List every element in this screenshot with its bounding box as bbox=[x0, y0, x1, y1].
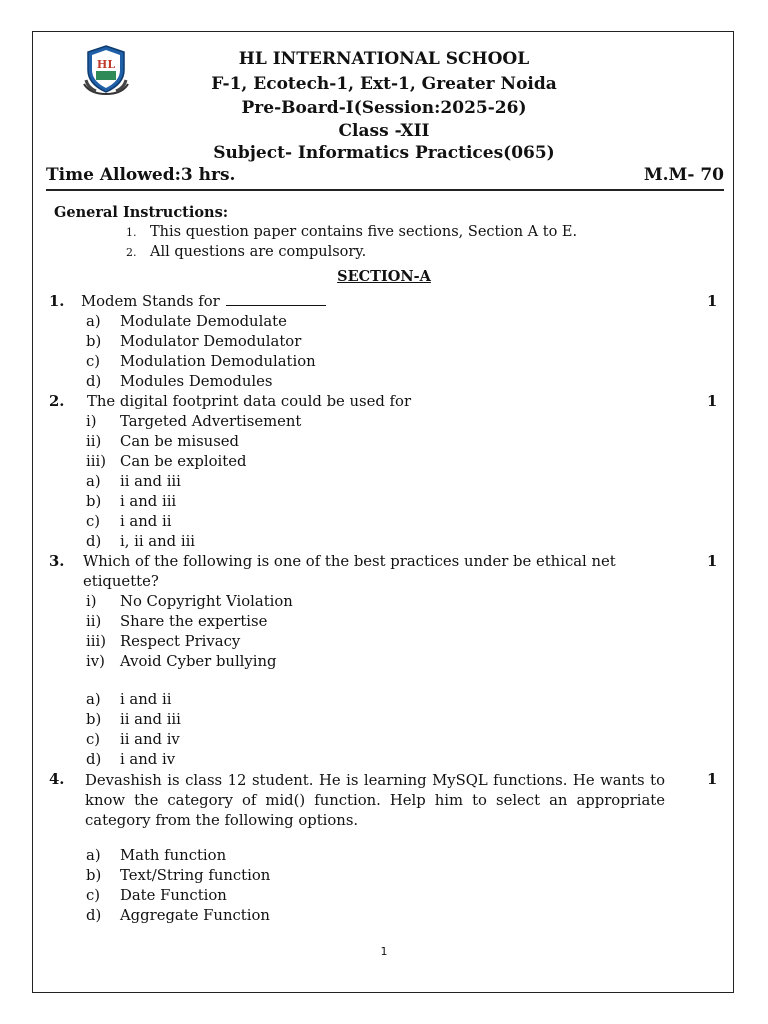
statement-label: i) bbox=[86, 593, 97, 610]
exam-title: Pre-Board-I(Session:2025-26) bbox=[241, 98, 527, 118]
option-label: d) bbox=[86, 533, 102, 550]
answer-blank bbox=[226, 293, 326, 306]
instruction-item: 2. All questions are compulsory. bbox=[126, 244, 367, 260]
option-text: Modulator Demodulator bbox=[120, 333, 302, 350]
svg-text:HL: HL bbox=[96, 58, 116, 71]
option-text: i and iii bbox=[120, 493, 177, 510]
option-text: Date Function bbox=[120, 887, 227, 904]
question-marks: 1 bbox=[707, 293, 718, 310]
statement-label: i) bbox=[86, 413, 97, 430]
school-address: F-1, Ecotech-1, Ext-1, Greater Noida bbox=[211, 74, 557, 94]
option-label: a) bbox=[86, 691, 101, 708]
option-label: c) bbox=[86, 887, 101, 904]
question-text: Modem Stands for bbox=[81, 293, 326, 310]
school-name: HL INTERNATIONAL SCHOOL bbox=[238, 49, 530, 69]
question-number: 1. bbox=[49, 293, 65, 310]
question-text: etiquette? bbox=[83, 573, 159, 590]
option-label: d) bbox=[86, 373, 102, 390]
option-text: i and iv bbox=[120, 751, 176, 768]
statement-label: iii) bbox=[86, 633, 106, 650]
time-marks-row bbox=[46, 165, 724, 191]
question-marks: 1 bbox=[707, 771, 718, 788]
option-label: b) bbox=[86, 493, 102, 510]
question-marks: 1 bbox=[707, 553, 718, 570]
statement-text: Respect Privacy bbox=[120, 633, 241, 650]
option-label: b) bbox=[86, 333, 102, 350]
statement-text: Can be exploited bbox=[120, 453, 247, 470]
option-label: c) bbox=[86, 731, 101, 748]
option-label: b) bbox=[86, 867, 102, 884]
option-text: i and ii bbox=[120, 513, 172, 530]
statement-label: iv) bbox=[86, 653, 105, 670]
statement-label: iii) bbox=[86, 453, 106, 470]
question-text: The digital footprint data could be used for bbox=[87, 393, 412, 410]
option-label: a) bbox=[86, 473, 101, 490]
time-allowed: Time Allowed:3 hrs. bbox=[46, 165, 236, 185]
option-text: i and ii bbox=[120, 691, 172, 708]
question-number: 4. bbox=[49, 771, 65, 788]
option-text: ii and iii bbox=[120, 711, 181, 728]
option-label: c) bbox=[86, 513, 101, 530]
question-marks: 1 bbox=[707, 393, 718, 410]
statement-text: Avoid Cyber bullying bbox=[120, 653, 277, 670]
statement-label: ii) bbox=[86, 613, 102, 630]
page-number: 1 bbox=[380, 945, 388, 958]
instruction-item: 1. This question paper contains five sections, Section A to E. bbox=[126, 224, 578, 240]
statement-text: Can be misused bbox=[120, 433, 240, 450]
option-text: Math function bbox=[120, 847, 227, 864]
option-label: d) bbox=[86, 907, 102, 924]
option-text: ii and iv bbox=[120, 731, 180, 748]
statement-text: Share the expertise bbox=[120, 613, 268, 630]
statement-text: No Copyright Violation bbox=[120, 593, 293, 610]
class-title: Class -XII bbox=[338, 121, 430, 141]
option-label: c) bbox=[86, 353, 101, 370]
option-text: Text/String function bbox=[120, 867, 271, 884]
option-text: i, ii and iii bbox=[120, 533, 196, 550]
subject-title: Subject- Informatics Practices(065) bbox=[213, 143, 555, 163]
question-text: Devashish is class 12 student. He is learning MySQL functions. He wants to know the category of mid() function. Help him to select an appropriate category from the following options. bbox=[85, 772, 665, 829]
option-label: b) bbox=[86, 711, 102, 728]
question-text: Which of the following is one of the best practices under be ethical net bbox=[83, 553, 616, 570]
question-number: 2. bbox=[49, 393, 65, 410]
option-text: Aggregate Function bbox=[120, 907, 270, 924]
option-label: a) bbox=[86, 313, 101, 330]
question-number: 3. bbox=[49, 553, 65, 570]
option-text: Modulation Demodulation bbox=[120, 353, 316, 370]
option-text: Modulate Demodulate bbox=[120, 313, 287, 330]
statement-label: ii) bbox=[86, 433, 102, 450]
option-text: Modules Demodules bbox=[120, 373, 273, 390]
max-marks: M.M- 70 bbox=[643, 165, 724, 185]
section-title: SECTION-A bbox=[337, 268, 431, 285]
option-label: a) bbox=[86, 847, 101, 864]
statement-text: Targeted Advertisement bbox=[120, 413, 302, 430]
option-text: ii and iii bbox=[120, 473, 181, 490]
option-label: d) bbox=[86, 751, 102, 768]
instructions-title: General Instructions: bbox=[54, 204, 229, 221]
